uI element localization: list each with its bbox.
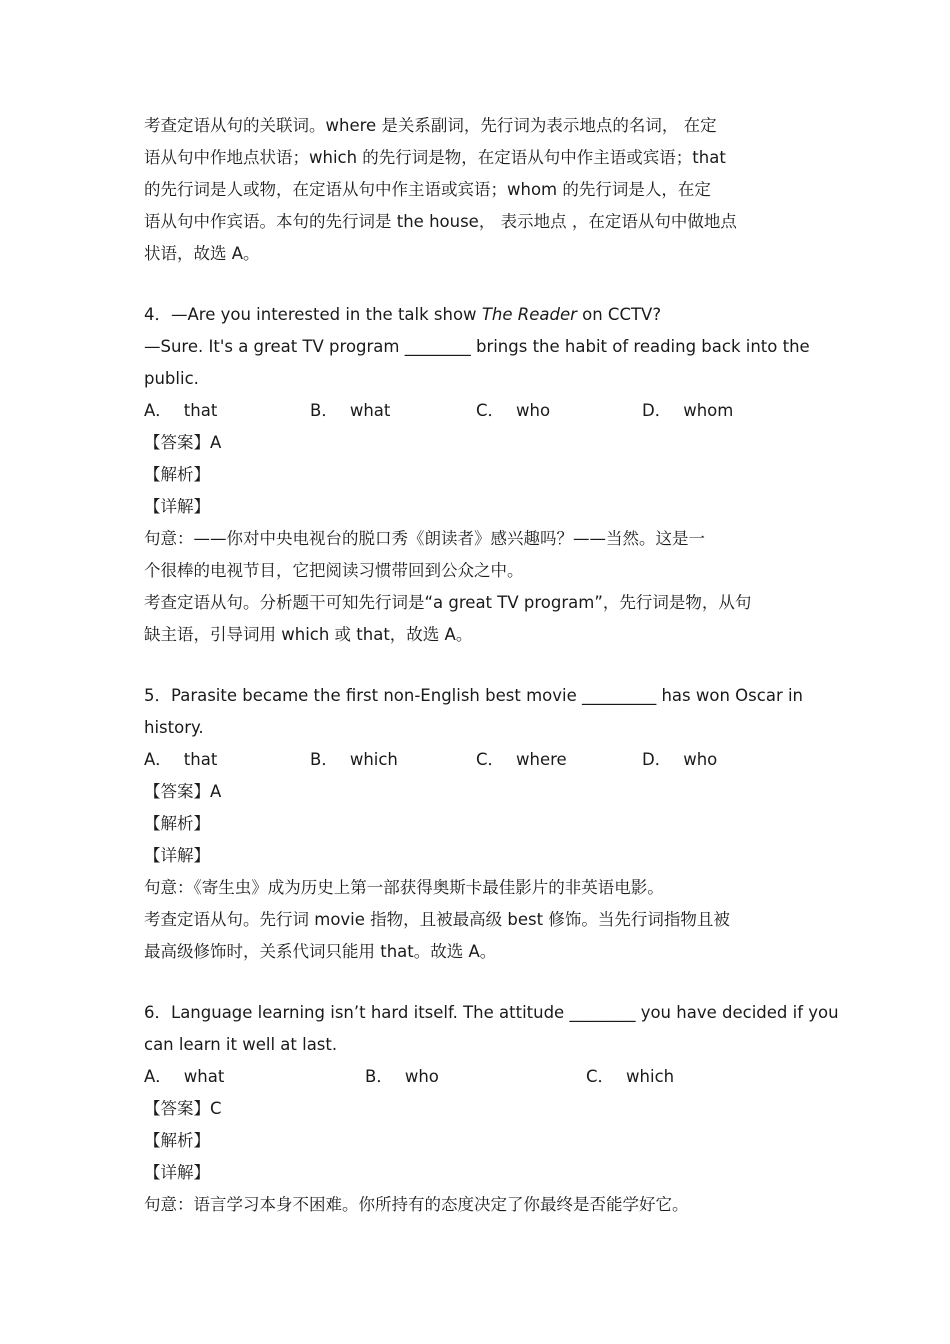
answer-options	[144, 744, 814, 776]
question-4	[144, 299, 814, 651]
option-text: that	[183, 401, 218, 420]
question-6	[144, 997, 839, 1221]
option-text: that	[183, 750, 218, 769]
analysis-label: 【解析】	[144, 814, 210, 833]
option-text: who	[516, 401, 551, 420]
question-stem: 5．Parasite became the first non-English best movie _________ has won Oscar in	[144, 686, 804, 705]
option-text: who	[683, 750, 718, 769]
option-text: who	[404, 1067, 439, 1086]
show-title: The Reader	[481, 305, 577, 324]
option-a	[144, 744, 310, 776]
question-stem: history.	[144, 718, 204, 737]
option-c	[586, 1061, 807, 1093]
option-letter: C．	[476, 401, 505, 420]
answer-options	[144, 395, 814, 427]
text-line: 个很棒的电视节目，它把阅读习惯带回到公众之中。	[144, 561, 524, 580]
option-text: which	[626, 1067, 675, 1086]
option-letter: C．	[586, 1067, 615, 1086]
stem-text: on CCTV?	[576, 305, 662, 324]
analysis-label: 【解析】	[144, 465, 210, 484]
spacer	[144, 968, 814, 997]
text-line: 缺主语，引导词用 which 或 that，故选 A。	[144, 625, 473, 644]
text-line: 句意：语言学习本身不困难。你所持有的态度决定了你最终是否能学好它。	[144, 1195, 689, 1214]
spacer	[144, 651, 814, 680]
text-line: 状语，故选 A。	[144, 244, 260, 263]
detail-label: 【详解】	[144, 846, 210, 865]
stem-text: 4．—Are you interested in the talk show	[144, 305, 482, 324]
option-letter: D．	[642, 401, 672, 420]
text-line: 句意：——你对中央电视台的脱口秀《朗读者》感兴趣吗？——当然。这是一	[144, 529, 705, 548]
option-a	[144, 1061, 365, 1093]
text-line: 考查定语从句。分析题干可知先行词是“a great TV program”，先行词是物，从句	[144, 593, 752, 612]
option-letter: B．	[365, 1067, 393, 1086]
option-letter: D．	[642, 750, 672, 769]
q3-analysis	[144, 110, 814, 270]
spacer	[144, 270, 814, 299]
option-letter: A．	[144, 1067, 172, 1086]
question-stem: public.	[144, 369, 199, 388]
option-c	[476, 744, 642, 776]
detail-label: 【详解】	[144, 1163, 210, 1182]
option-d	[642, 744, 808, 776]
option-text: whom	[683, 401, 734, 420]
question-stem	[144, 299, 814, 331]
option-a	[144, 395, 310, 427]
question-stem: can learn it well at last.	[144, 1035, 338, 1054]
option-text: where	[516, 750, 567, 769]
option-text: what	[183, 1067, 225, 1086]
question-stem: 6．Language learning isn’t hard itself. The attitude ________ you have decided if you	[144, 1003, 839, 1022]
option-d	[642, 395, 808, 427]
option-c	[476, 395, 642, 427]
question-stem: —Sure. It's a great TV program ________ brings the habit of reading back into the	[144, 337, 810, 356]
detail-label: 【详解】	[144, 497, 210, 516]
option-letter: B．	[310, 401, 338, 420]
option-b	[365, 1061, 586, 1093]
option-letter: B．	[310, 750, 338, 769]
text-line: 的先行词是人或物，在定语从句中作主语或宾语；whom 的先行词是人，在定	[144, 180, 711, 199]
answer-label: 【答案】C	[144, 1099, 222, 1118]
analysis-label: 【解析】	[144, 1131, 210, 1150]
text-line: 句意：《寄生虫》成为历史上第一部获得奥斯卡最佳影片的非英语电影。	[144, 878, 664, 897]
text-line: 语从句中作宾语。本句的先行词是 the house， 表示地点 ，在定语从句中做地点	[144, 212, 737, 231]
question-5	[144, 680, 814, 968]
option-b	[310, 395, 476, 427]
text-line: 考查定语从句的关联词。where 是关系副词，先行词为表示地点的名词， 在定	[144, 116, 717, 135]
answer-options	[144, 1061, 814, 1093]
text-line: 最高级修饰时，关系代词只能用 that。故选 A。	[144, 942, 497, 961]
option-letter: A．	[144, 750, 172, 769]
option-letter: A．	[144, 401, 172, 420]
option-letter: C．	[476, 750, 505, 769]
option-text: what	[349, 401, 391, 420]
answer-label: 【答案】A	[144, 782, 222, 801]
text-line: 语从句中作地点状语；which 的先行词是物，在定语从句中作主语或宾语；that	[144, 148, 726, 167]
text-line: 考查定语从句。先行词 movie 指物，且被最高级 best 修饰。当先行词指物且被	[144, 910, 730, 929]
answer-label: 【答案】A	[144, 433, 222, 452]
option-b	[310, 744, 476, 776]
option-text: which	[349, 750, 398, 769]
document-content	[144, 110, 839, 1221]
